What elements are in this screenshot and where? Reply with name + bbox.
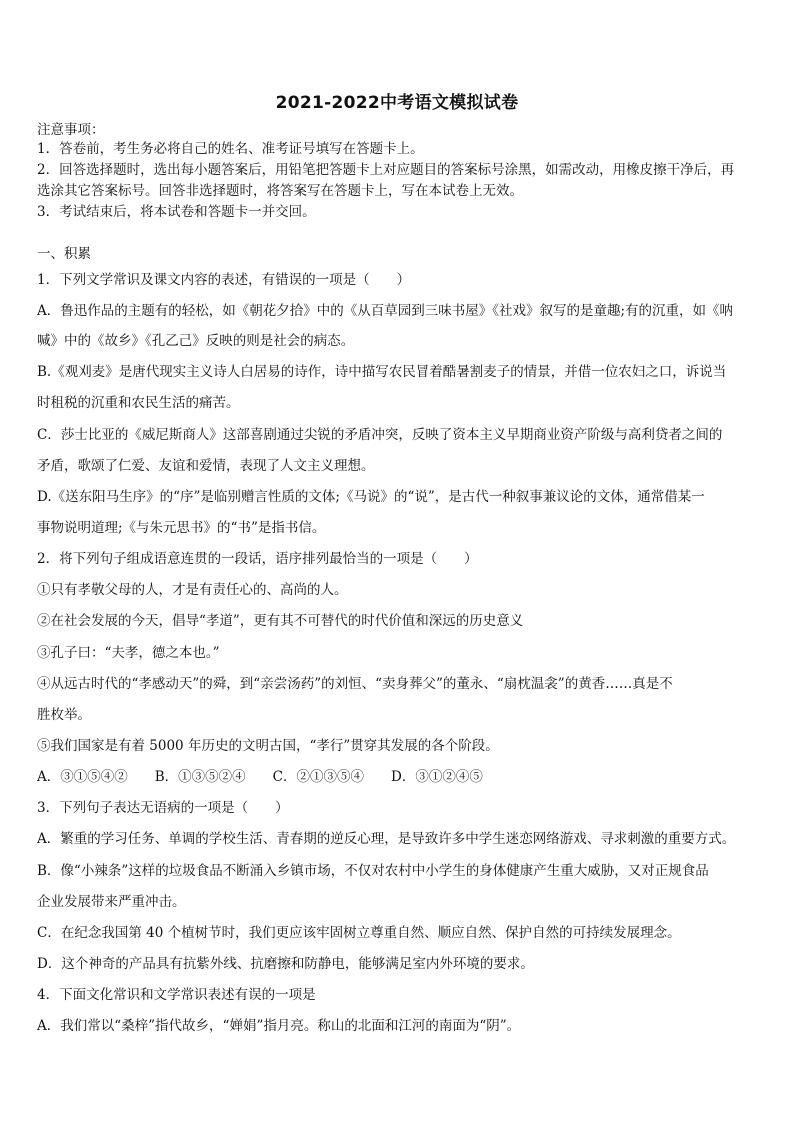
q2-sentence-2: ②在社会发展的今天，倡导“孝道”，更有其不可替代的时代价值和深远的历史意义 <box>37 613 524 629</box>
q3-option-b-cont: 企业发展带来严重冲击。 <box>37 894 186 910</box>
q1-option-a: A．鲁迅作品的主题有的轻松，如《朝花夕拾》中的《从百草园到三味书屋》《社戏》叙写的是童趣;有的沉重，如《呐 <box>37 303 734 319</box>
q3-option-b: B．像“小辣条”这样的垃圾食品不断涌入乡镇市场，不仅对农村中小学生的身体健康产生重大威胁，又对正规食品 <box>37 863 709 879</box>
q1-option-a-cont: 喊》中的《故乡》《孔乙己》反映的则是社会的病态。 <box>37 333 355 349</box>
question-stem: 3．下列句子表达无语病的一项是（ ） <box>37 800 289 816</box>
notice-item: 1．答卷前，考生务必将自己的姓名、准考证号填写在答题卡上。 <box>37 141 424 157</box>
q2-sentence-5: ⑤我们国家是有着 5000 年历史的文明古国，“孝行”贯穿其发展的各个阶段。 <box>37 738 499 754</box>
q2-sentence-3: ③孔子曰：“夫孝，德之本也。” <box>37 645 220 661</box>
question-stem: 1．下列文学常识及课文内容的表述，有错误的一项是（ ） <box>37 272 411 288</box>
section-heading: 一、积累 <box>37 246 91 262</box>
q2-options: A．③①⑤④② B．①③⑤②④ C．②①③⑤④ D．③①②④⑤ <box>37 769 483 785</box>
q1-option-d-cont: 事物说明道理;《与朱元思书》的“书”是指书信。 <box>37 520 326 536</box>
q4-option-a: A．我们常以“桑梓”指代故乡，“婵娟”指月亮。称山的北面和江河的南面为“阴”。 <box>37 1018 521 1034</box>
notice-item: 3．考试结束后，将本试卷和答题卡一并交回。 <box>37 204 316 220</box>
notice-item: 选涂其它答案标号。回答非选择题时，将答案写在答题卡上，写在本试卷上无效。 <box>37 183 523 199</box>
question-stem: 2．将下列句子组成语意连贯的一段话，语序排列最恰当的一项是（ ） <box>37 551 478 567</box>
page-title: 2021-2022中考语文模拟试卷 <box>275 93 519 113</box>
q1-option-b-cont: 时租税的沉重和农民生活的痛苦。 <box>37 395 240 411</box>
question-stem: 4．下面文化常识和文学常识表述有误的一项是 <box>37 987 316 1003</box>
q3-option-a: A．繁重的学习任务、单调的学校生活、青春期的逆反心理，是导致许多中学生迷恋网络游戏、寻求刺激的重要方式。 <box>37 831 736 847</box>
q1-option-c: C．莎士比亚的《威尼斯商人》这部喜剧通过尖锐的矛盾冲突，反映了资本主义早期商业资产阶级与高利贷者之间的 <box>37 427 723 443</box>
q3-option-d: D．这个神奇的产品具有抗紫外线、抗磨擦和防静电，能够满足室内外环境的要求。 <box>37 956 534 972</box>
q1-option-d: D.《送东阳马生序》的“序”是临别赠言性质的文体;《马说》的“说”，是古代一种叙事兼议论的文体，通常借某一 <box>37 489 705 505</box>
q1-option-c-cont: 矛盾，歌颂了仁爱、友谊和爱情，表现了人文主义理想。 <box>37 458 375 474</box>
q1-option-b: B.《观刈麦》是唐代现实主义诗人白居易的诗作，诗中描写农民冒着酷暑割麦子的情景，并借一位农妇之口，诉说当 <box>37 364 727 380</box>
q2-sentence-4-cont: 胜枚举。 <box>37 707 91 723</box>
notice-item: 2．回答选择题时，选出每小题答案后，用铅笔把答题卡上对应题目的答案标号涂黑，如需改动，用橡皮擦干净后，再 <box>37 162 735 178</box>
notice-heading: 注意事项： <box>37 122 105 138</box>
q2-sentence-4: ④从远古时代的“孝感动天”的舜，到“亲尝汤药”的刘恒、“卖身葬父”的董永、“扇枕温衾”的黄香……真是不 <box>37 676 673 692</box>
q3-option-c: C．在纪念我国第 40 个植树节时，我们更应该牢固树立尊重自然、顺应自然、保护自然的可持续发展理念。 <box>37 925 681 941</box>
q2-sentence-1: ①只有孝敬父母的人，才是有责任心的、高尚的人。 <box>37 582 348 598</box>
